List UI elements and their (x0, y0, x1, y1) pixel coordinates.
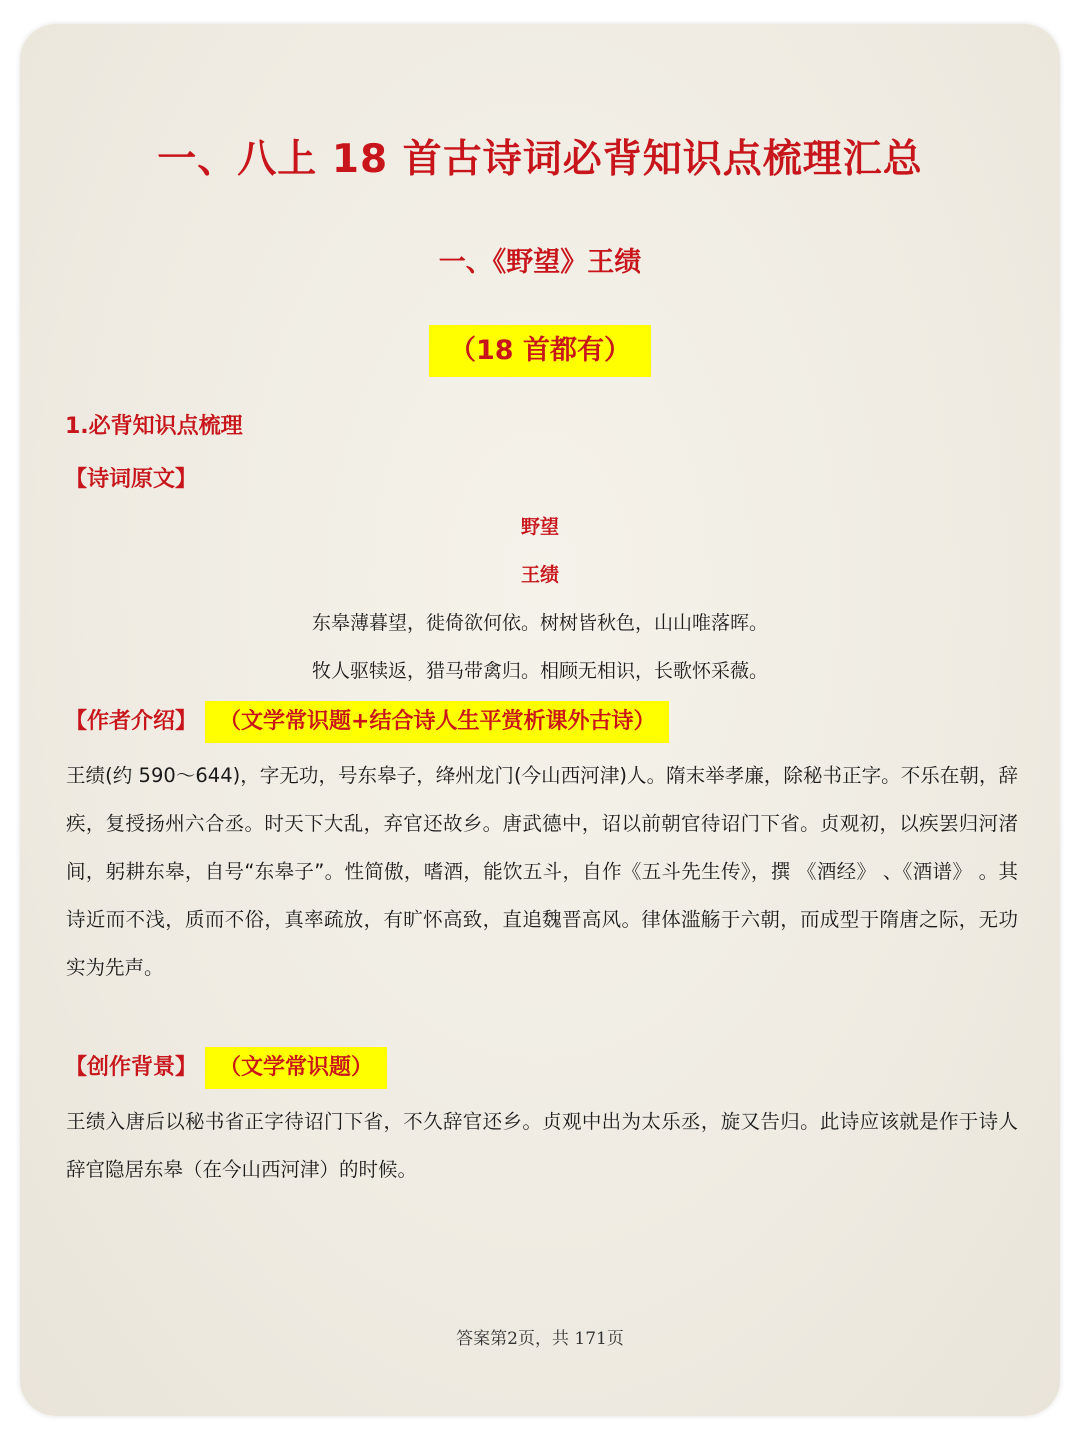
section-subtitle: 一、《野望》王绩 (438, 247, 642, 278)
background-heading (65, 1047, 387, 1089)
poem-title: 野望 (520, 516, 559, 538)
original-text-label: 【诗词原文】 (65, 467, 198, 492)
author-intro-highlight: （文学常识题+结合诗人生平赏析课外古诗） (205, 701, 669, 743)
background-text: 王绩入唐后以秘书省正字待诏门下省，不久辞官还乡。贞观中出为太乐丞，旋又告归。此诗应该就是作于诗人辞官隐居东皋（在今山西河津）的时候。 (66, 1110, 1018, 1181)
page-footer: 答案第2页，共 171页 (456, 1329, 624, 1349)
highlight-badge: （18 首都有） (429, 325, 651, 377)
poem-line: 东皋薄暮望，徙倚欲何依。树树皆秋色，山山唯落晖。 (311, 612, 768, 634)
document-page (20, 24, 1060, 1416)
background-highlight: （文学常识题） (205, 1047, 387, 1089)
badge-container (20, 325, 1060, 377)
author-intro-label: 【作者介绍】 (65, 709, 198, 734)
author-intro-heading (65, 701, 669, 743)
page-title: 一、八上 18 首古诗词必背知识点梳理汇总 (157, 137, 923, 182)
author-intro-text: 王绩(约 590～644)，字无功，号东皋子，绛州龙门(今山西河津)人。隋末举孝廉，除秘书正字。不乐在朝，辞疾，复授扬州六合丞。时天下大乱，弃官还故乡。唐武德中，诏以前朝官待诏门下省。贞观初，以疾罢归河渚间，躬耕东皋，自号“东皋子”。性简傲，嗜酒，能饮五斗，自作《五斗先生传》，撰 《酒经》 、《酒谱》 。其诗近而不浅，质而不俗，真率疏放，有旷怀高致，直追魏晋高风。律体滥觞于六朝，而成型于隋唐之际，无功实为先声。 (66, 764, 1018, 979)
background-label: 【创作背景】 (65, 1055, 198, 1080)
poem-author: 王绩 (520, 564, 559, 586)
poem-line: 牧人驱犊返，猎马带禽归。相顾无相识，长歌怀采薇。 (311, 660, 768, 682)
section-heading: 1.必背知识点梳理 (65, 414, 243, 439)
